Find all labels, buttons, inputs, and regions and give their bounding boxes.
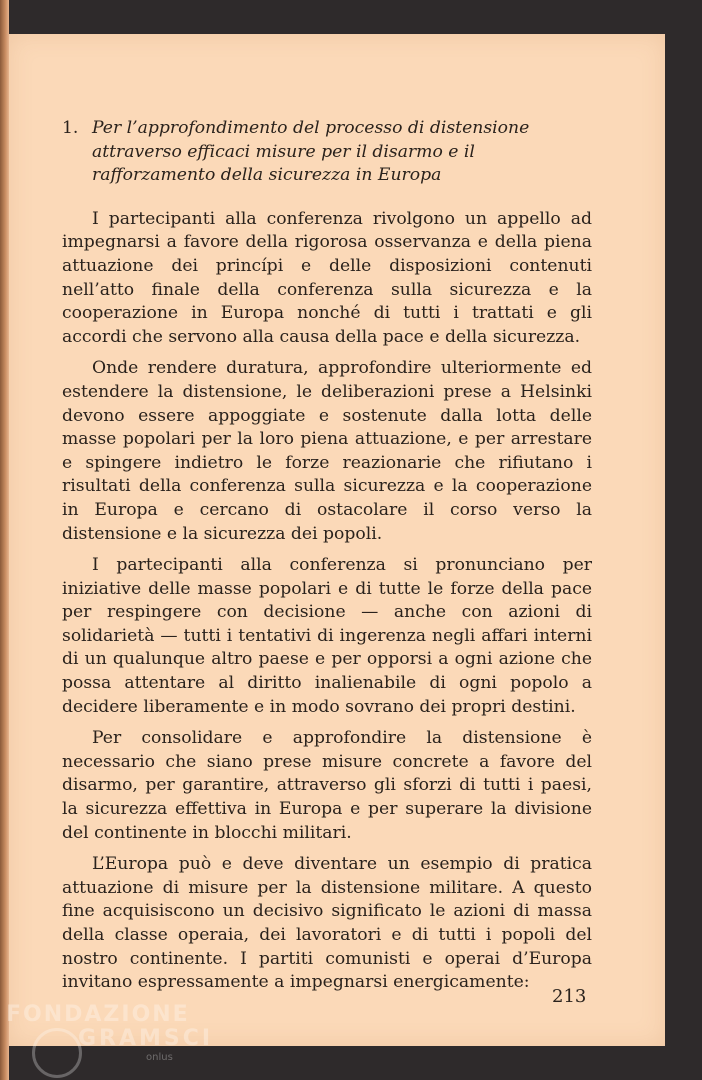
foundation-watermark xyxy=(6,1000,236,1080)
page-text xyxy=(62,117,592,1003)
paragraph-3: I partecipanti alla conferenza si pronunciano per iniziative delle masse popolari e di tutte le forze della pace per respingere con decisione — anche con azioni di solidarietà — tutti i tentativi di ingerenza negli affari interni di un qualunque altro paese e per opporsi a ogni azione che possa attentare al diritto inalienabile di ogni popolo a decidere liberamente e in modo sovrano dei propri destini. xyxy=(62,555,592,717)
paragraph-5: L’Europa può e deve diventare un esempio di pratica attuazione di misure per la distensione militare. A questo fine acquisiscono un decisivo significato le azioni di massa della classe operaia, dei lavoratori e di tutti i popoli del nostro continente. I partiti comunisti e operai d’Europa invitano espressamente a impegnarsi energicamente: xyxy=(62,854,592,993)
watermark-logo-icon xyxy=(32,1028,82,1078)
watermark-line2: GRAMSCI xyxy=(78,1026,214,1051)
watermark-line1: FONDAZIONE xyxy=(6,1002,190,1027)
page-number: 213 xyxy=(552,986,587,1007)
book-spine-edge xyxy=(0,0,9,1080)
book-page xyxy=(9,34,665,1046)
paragraph-1: I partecipanti alla conferenza rivolgono un appello ad impegnarsi a favore della rigorosa osservanza e della piena attuazione dei princípi e delle disposizioni contenuti nell’atto finale della conferenza sulla sicurezza e la cooperazione in Europa nonché di tutti i trattati e gli accordi che servono alla causa della pace e della sicurezza. xyxy=(62,208,592,347)
paragraph-4: Per consolidare e approfondire la distensione è necessario che siano prese misure concrete a favore del disarmo, per garantire, attraverso gli sforzi di tutti i paesi, la sicurezza effettiva in Europa e per superare la divisione del continente in blocchi militari. xyxy=(62,728,592,843)
section-title: Per l’approfondimento del processo di distensione attraverso efficaci misure per il disarmo e il rafforzamento della sicurezza in Europa xyxy=(92,118,530,186)
section-heading xyxy=(62,117,592,188)
section-number: 1. xyxy=(62,118,79,138)
paragraph-2: Onde rendere duratura, approfondire ulteriormente ed estendere la distensione, le deliberazioni prese a Helsinki devono essere appoggiate e sostenute dalla lotta delle masse popolari per la loro piena attuazione, e per arrestare e spingere indietro le forze reazionarie che rifiutano i risultati della conferenza sulla sicurezza e la cooperazione in Europa e cercano di ostacolare il corso verso la distensione e la sicurezza dei popoli. xyxy=(62,358,592,544)
watermark-onlus: onlus xyxy=(146,1052,173,1063)
